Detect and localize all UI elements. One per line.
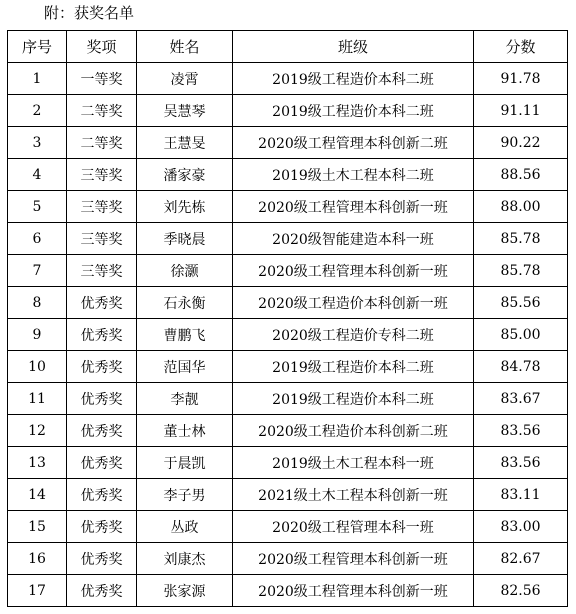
table-row — [8, 511, 568, 543]
cell-index: 2 — [8, 95, 67, 127]
cell-index: 16 — [8, 543, 67, 575]
cell-score: 88.00 — [474, 191, 568, 223]
cell-name: 于晨凯 — [137, 447, 233, 479]
cell-name: 丛政 — [137, 511, 233, 543]
cell-name: 范国华 — [137, 351, 233, 383]
cell-award: 二等奖 — [67, 127, 137, 159]
cell-class: 2020级工程管理本科创新一班 — [233, 191, 474, 223]
cell-award: 优秀奖 — [67, 511, 137, 543]
cell-award: 优秀奖 — [67, 287, 137, 319]
cell-name: 石永衡 — [137, 287, 233, 319]
cell-index: 15 — [8, 511, 67, 543]
cell-index: 6 — [8, 223, 67, 255]
cell-class: 2020级工程管理本科创新二班 — [233, 127, 474, 159]
cell-score: 82.56 — [474, 575, 568, 607]
cell-score: 82.67 — [474, 543, 568, 575]
cell-award: 三等奖 — [67, 191, 137, 223]
cell-class: 2020级工程管理本科创新一班 — [233, 543, 474, 575]
award-list-caption: 附：获奖名单 — [44, 4, 135, 22]
cell-class: 2020级工程造价专科二班 — [233, 319, 474, 351]
cell-index: 13 — [8, 447, 67, 479]
cell-class: 2019级土木工程本科一班 — [233, 447, 474, 479]
cell-score: 91.78 — [474, 63, 568, 95]
cell-name: 徐灏 — [137, 255, 233, 287]
cell-score: 83.56 — [474, 415, 568, 447]
cell-index: 7 — [8, 255, 67, 287]
cell-award: 一等奖 — [67, 63, 137, 95]
cell-score: 83.00 — [474, 511, 568, 543]
cell-score: 84.78 — [474, 351, 568, 383]
cell-class: 2019级工程造价本科二班 — [233, 95, 474, 127]
table-row — [8, 95, 568, 127]
table-row — [8, 575, 568, 607]
cell-name: 李子男 — [137, 479, 233, 511]
table-row — [8, 223, 568, 255]
cell-index: 14 — [8, 479, 67, 511]
table-row — [8, 543, 568, 575]
cell-class: 2020级工程管理本科创新一班 — [233, 575, 474, 607]
cell-award: 三等奖 — [67, 159, 137, 191]
cell-index: 11 — [8, 383, 67, 415]
cell-award: 三等奖 — [67, 255, 137, 287]
header-award: 奖项 — [67, 31, 137, 63]
cell-class: 2019级土木工程本科二班 — [233, 159, 474, 191]
cell-score: 83.67 — [474, 383, 568, 415]
cell-index: 5 — [8, 191, 67, 223]
cell-score: 85.00 — [474, 319, 568, 351]
cell-score: 88.56 — [474, 159, 568, 191]
cell-name: 吴慧琴 — [137, 95, 233, 127]
cell-award: 三等奖 — [67, 223, 137, 255]
cell-index: 12 — [8, 415, 67, 447]
cell-name: 王慧旻 — [137, 127, 233, 159]
table-row — [8, 63, 568, 95]
header-score: 分数 — [474, 31, 568, 63]
table-row — [8, 479, 568, 511]
cell-award: 优秀奖 — [67, 383, 137, 415]
table-row — [8, 383, 568, 415]
table-row — [8, 191, 568, 223]
cell-award: 二等奖 — [67, 95, 137, 127]
cell-class: 2021级土木工程本科创新一班 — [233, 479, 474, 511]
cell-score: 83.11 — [474, 479, 568, 511]
header-index: 序号 — [8, 31, 67, 63]
cell-score: 90.22 — [474, 127, 568, 159]
cell-award: 优秀奖 — [67, 479, 137, 511]
table-row — [8, 351, 568, 383]
cell-name: 凌霄 — [137, 63, 233, 95]
cell-name: 张家源 — [137, 575, 233, 607]
cell-name: 季晓晨 — [137, 223, 233, 255]
cell-award: 优秀奖 — [67, 319, 137, 351]
cell-class: 2020级工程造价本科创新一班 — [233, 287, 474, 319]
cell-award: 优秀奖 — [67, 575, 137, 607]
cell-score: 83.56 — [474, 447, 568, 479]
cell-name: 李靓 — [137, 383, 233, 415]
cell-name: 潘家豪 — [137, 159, 233, 191]
cell-name: 刘先栋 — [137, 191, 233, 223]
cell-score: 85.78 — [474, 223, 568, 255]
cell-award: 优秀奖 — [67, 543, 137, 575]
cell-index: 10 — [8, 351, 67, 383]
cell-score: 85.56 — [474, 287, 568, 319]
cell-class: 2019级工程造价本科二班 — [233, 383, 474, 415]
table-row — [8, 319, 568, 351]
cell-award: 优秀奖 — [67, 351, 137, 383]
cell-class: 2020级工程管理本科一班 — [233, 511, 474, 543]
cell-score: 85.78 — [474, 255, 568, 287]
cell-index: 9 — [8, 319, 67, 351]
table-header — [8, 31, 568, 63]
cell-award: 优秀奖 — [67, 447, 137, 479]
table-row — [8, 287, 568, 319]
cell-class: 2020级智能建造本科一班 — [233, 223, 474, 255]
cell-class: 2019级工程造价本科二班 — [233, 63, 474, 95]
cell-index: 3 — [8, 127, 67, 159]
header-row — [8, 31, 568, 63]
cell-score: 91.11 — [474, 95, 568, 127]
cell-index: 17 — [8, 575, 67, 607]
table-body — [8, 63, 568, 607]
cell-award: 优秀奖 — [67, 415, 137, 447]
cell-name: 董士林 — [137, 415, 233, 447]
cell-class: 2020级工程管理本科创新一班 — [233, 255, 474, 287]
cell-name: 曹鹏飞 — [137, 319, 233, 351]
cell-name: 刘康杰 — [137, 543, 233, 575]
cell-index: 1 — [8, 63, 67, 95]
table-row — [8, 447, 568, 479]
table-row — [8, 415, 568, 447]
cell-index: 4 — [8, 159, 67, 191]
cell-class: 2019级工程造价本科二班 — [233, 351, 474, 383]
table-row — [8, 159, 568, 191]
cell-class: 2020级工程造价本科创新二班 — [233, 415, 474, 447]
header-class: 班级 — [233, 31, 474, 63]
table-row — [8, 255, 568, 287]
award-winners-table — [7, 30, 568, 607]
table-row — [8, 127, 568, 159]
cell-index: 8 — [8, 287, 67, 319]
header-name: 姓名 — [137, 31, 233, 63]
